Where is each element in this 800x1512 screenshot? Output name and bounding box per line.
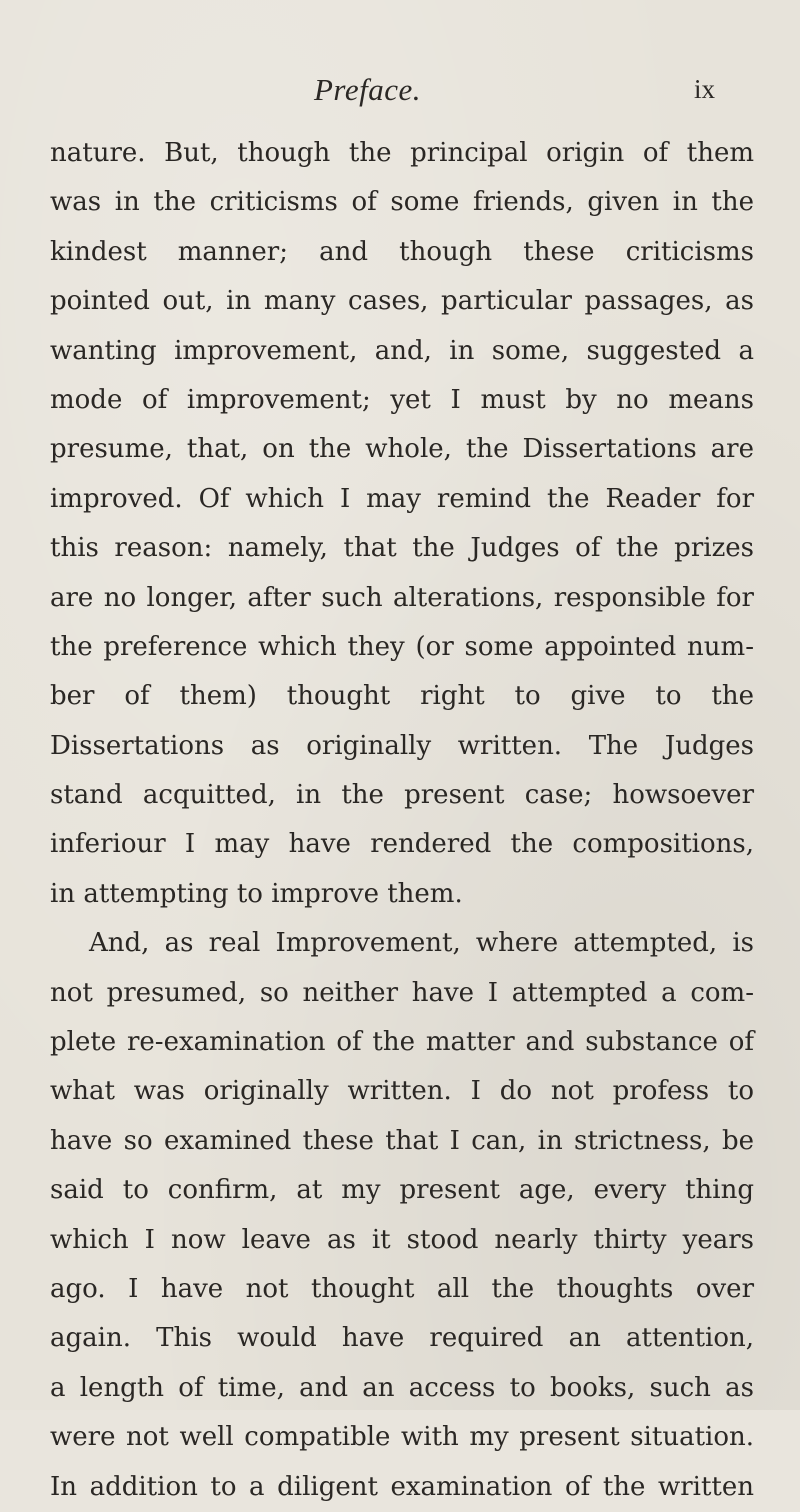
text-line: mode of improvement; yet I must by no means xyxy=(50,384,754,415)
text-line: are no longer, after such alterations, responsible for xyxy=(50,582,754,613)
text-line: stand acquitted, in the present case; howsoever xyxy=(50,780,754,811)
paragraph-start-line: And, as real Improvement, where attempted, is xyxy=(89,928,754,959)
page-number: ix xyxy=(694,74,716,104)
text-line: Dissertations as originally written. The Judges xyxy=(50,730,754,761)
text-line: ago. I have not thought all the thoughts over xyxy=(50,1273,754,1304)
paragraph-end-line: in attempting to improve them. xyxy=(50,878,463,909)
text-line: were not well compatible with my present situation. xyxy=(50,1422,754,1453)
text-line: what was originally written. I do not profess to xyxy=(50,1076,754,1107)
text-line: nature. But, though the principal origin of them xyxy=(50,138,754,168)
text-line: have so examined these that I can, in strictness, be xyxy=(50,1125,754,1156)
running-title: Preface. xyxy=(314,72,421,107)
text-line: this reason: namely, that the Judges of the prizes xyxy=(50,533,754,564)
text-line: inferiour I may have rendered the compositions, xyxy=(50,829,754,860)
text-line: the preference which they (or some appointed num- xyxy=(50,631,754,662)
text-line: which I now leave as it stood nearly thirty years xyxy=(50,1224,754,1255)
text-line: a length of time, and an access to books, such as xyxy=(50,1372,754,1403)
text-line: again. This would have required an attention, xyxy=(50,1323,754,1354)
running-head xyxy=(0,72,800,112)
text-line: wanting improvement, and, in some, suggested a xyxy=(50,335,754,366)
body-text xyxy=(50,129,754,1512)
text-line: was in the criticisms of some friends, given in the xyxy=(50,187,754,218)
text-line: improved. Of which I may remind the Reader for xyxy=(50,483,754,514)
text-line: In addition to a diligent examination of the written xyxy=(50,1471,754,1502)
text-line: ber of them) thought right to give to the xyxy=(50,681,754,712)
text-line: plete re-examination of the matter and substance of xyxy=(50,1027,754,1058)
text-line: presume, that, on the whole, the Dissertations are xyxy=(50,434,754,465)
text-line: pointed out, in many cases, particular passages, as xyxy=(50,286,754,317)
text-line: said to confirm, at my present age, every thing xyxy=(50,1175,754,1206)
text-line: not presumed, so neither have I attempted a com- xyxy=(50,977,754,1008)
text-line: kindest manner; and though these criticisms xyxy=(50,236,754,267)
